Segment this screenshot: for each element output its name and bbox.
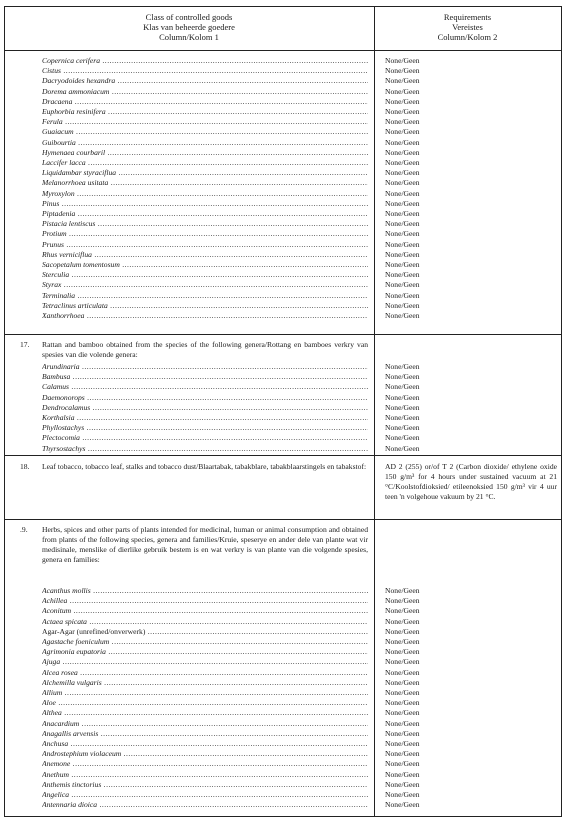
column-1-header — [4, 12, 374, 42]
species-name: Tetraclinus articulata ..... — [42, 301, 368, 311]
requirement-value: None/Geen — [385, 616, 420, 626]
species-name: Arundinaria ..... — [42, 362, 368, 372]
species-name: Allium ..... — [42, 688, 368, 698]
species-name: Anchusa ..... — [42, 739, 368, 749]
section-19-row — [0, 596, 566, 606]
species-name: Bambusa ..... — [42, 372, 368, 382]
species-name: Anacardium ..... — [42, 719, 368, 729]
species-name: Ajuga ..... — [42, 657, 368, 667]
section-17-row — [0, 372, 566, 382]
requirement-value: None/Geen — [385, 626, 420, 636]
species-name: Antennaria dioica ..... — [42, 800, 368, 810]
requirement-value: None/Geen — [385, 688, 420, 697]
species-name: Dorema ammoniacum ..... — [42, 87, 368, 97]
species-name: Sterculia ..... — [42, 270, 368, 280]
section-divider-18 — [4, 455, 562, 456]
section-17-row — [0, 362, 566, 372]
section-19-row — [0, 647, 566, 657]
species-name: Terminalia ..... — [42, 291, 368, 301]
section-19-row — [0, 617, 566, 627]
species-name: Actaea spicata ..... — [42, 617, 368, 627]
species-name: Styrax ..... — [42, 280, 368, 290]
requirement-value: None/Geen — [385, 586, 420, 595]
species-name: Guibourtia ..... — [42, 138, 368, 148]
species-name: Piptadenia ..... — [42, 209, 368, 219]
requirement-value: None/Geen — [385, 382, 420, 392]
species-name: Anagallis arvensis ..... — [42, 729, 368, 739]
species-name: Melanorrhoea usitata ..... — [42, 178, 368, 188]
requirement-value: None/Geen — [385, 66, 420, 76]
section-17-row — [0, 444, 566, 454]
section-16-row — [0, 56, 566, 66]
species-name: Anthemis tinctorius ..... — [42, 780, 368, 790]
species-name: Calamus ..... — [42, 382, 368, 392]
species-name: Achillea ..... — [42, 596, 368, 606]
species-name: Euphorbia resinifera ..... — [42, 107, 368, 117]
section-divider-19 — [4, 519, 562, 520]
species-name: Liquidambar styraciflua ..... — [42, 168, 368, 178]
requirement-value: None/Geen — [385, 769, 420, 779]
section-16-row — [0, 209, 566, 219]
top-border — [4, 6, 562, 7]
species-name: Alcea rosea ..... — [42, 668, 368, 678]
section-16-row — [0, 168, 566, 178]
section-divider-17 — [4, 334, 562, 335]
requirement-value: None/Geen — [385, 698, 420, 708]
requirement-value: None/Geen — [385, 311, 420, 320]
section-16-row — [0, 199, 566, 209]
requirement-value: None/Geen — [385, 739, 420, 748]
section-16-row — [0, 138, 566, 148]
requirement-value: None/Geen — [385, 647, 420, 657]
section-19-row — [0, 627, 566, 637]
section-19-row — [0, 678, 566, 688]
requirement-value: None/Geen — [385, 76, 420, 86]
species-name: Protium ..... — [42, 229, 368, 239]
requirement-value: None/Geen — [385, 300, 420, 310]
species-name: Agastache foeniculum ..... — [42, 637, 368, 647]
requirement-value: None/Geen — [385, 657, 420, 667]
requirement-value: None/Geen — [385, 270, 420, 280]
species-name: Hymenaea courbaril ..... — [42, 148, 368, 158]
species-name: Pistacia lentiscus ..... — [42, 219, 368, 229]
requirement-value: None/Geen — [385, 117, 420, 127]
section-16-row — [0, 158, 566, 168]
column-2-title-af: Vereistes — [452, 22, 483, 32]
section-19-row — [0, 729, 566, 739]
species-name: Rhus verniciflua ..... — [42, 250, 368, 260]
requirement-value: None/Geen — [385, 107, 420, 116]
section-16-row — [0, 291, 566, 301]
requirement-value: None/Geen — [385, 219, 420, 229]
section-19-description: Herbs, spices and other parts of plants intended for medicinal, human or animal consumption and obtained from plants of the following species, genera and families/Kruie, speserye en ander dele van plante wat vir medisinale, menslike of dierlike gebruik bestem is en wat verkry is van plante van die volgende spesies, genera en families: — [42, 525, 368, 564]
species-name: Agrimonia eupatoria ..... — [42, 647, 368, 657]
section-19-row — [0, 637, 566, 647]
section-19-number: .9. — [20, 525, 28, 534]
species-name: Althea ..... — [42, 708, 368, 718]
requirement-value: None/Geen — [385, 209, 420, 218]
section-19-row — [0, 749, 566, 759]
section-16-row — [0, 219, 566, 229]
requirement-value: None/Geen — [385, 168, 420, 178]
species-name: Alchemilla vulgaris ..... — [42, 678, 368, 688]
species-name: Aloe ..... — [42, 698, 368, 708]
requirement-value: None/Geen — [385, 392, 420, 402]
section-19-row — [0, 800, 566, 810]
column-1-number: Column/Kolom 1 — [159, 32, 219, 42]
requirement-value: None/Geen — [385, 728, 420, 738]
species-name: Myroxylon ..... — [42, 189, 368, 199]
section-16-row — [0, 189, 566, 199]
requirement-value: None/Geen — [385, 708, 420, 718]
species-name: Dendrocalamus ..... — [42, 403, 368, 413]
column-1-title-af: Klas van beheerde goedere — [143, 22, 235, 32]
requirement-value: None/Geen — [385, 96, 420, 106]
section-16-row — [0, 229, 566, 239]
requirement-value: None/Geen — [385, 372, 420, 382]
requirement-value: None/Geen — [385, 423, 420, 433]
species-name: Prunus ..... — [42, 240, 368, 250]
requirement-value: None/Geen — [385, 402, 420, 412]
requirement-value: None/Geen — [385, 790, 420, 799]
requirement-value: None/Geen — [385, 413, 420, 422]
section-16-row — [0, 270, 566, 280]
requirement-value: None/Geen — [385, 260, 420, 269]
species-name: Xanthorrhoea ..... — [42, 311, 368, 321]
section-17-row — [0, 413, 566, 423]
requirement-value: None/Geen — [385, 86, 420, 96]
section-19-row — [0, 719, 566, 729]
requirement-value: None/Geen — [385, 433, 420, 443]
requirement-value: None/Geen — [385, 280, 420, 290]
header-divider — [4, 50, 562, 51]
section-19-row — [0, 790, 566, 800]
species-name: Ferula ..... — [42, 117, 368, 127]
requirement-value: None/Geen — [385, 443, 420, 453]
section-19-row — [0, 688, 566, 698]
species-name: Daemonorops ..... — [42, 393, 368, 403]
requirement-value: None/Geen — [385, 229, 420, 239]
section-16-row — [0, 117, 566, 127]
section-18-requirement: AD 2 (255) or/of T 2 (Carbon dioxide/ ethylene oxide 150 g/m³ for 4 hours under sustained vacuum at 21 °C/Koolstofdioksied/ etileenoksied 150 g/m³ vir 4 uur teen 'n volgehoue vakuum by 21 °C. — [385, 462, 557, 501]
requirement-value: None/Geen — [385, 596, 420, 606]
section-16-row — [0, 87, 566, 97]
requirement-value: None/Geen — [385, 147, 420, 157]
species-name: Korthalsia ..... — [42, 413, 368, 423]
requirement-value: None/Geen — [385, 779, 420, 789]
requirement-value: None/Geen — [385, 718, 420, 728]
section-19-row — [0, 759, 566, 769]
section-17-row — [0, 382, 566, 392]
section-17-row — [0, 403, 566, 413]
section-18-number: 18. — [20, 462, 30, 471]
requirement-value: None/Geen — [385, 677, 420, 687]
requirement-value: None/Geen — [385, 198, 420, 208]
section-16-row — [0, 260, 566, 270]
requirement-value: None/Geen — [385, 606, 420, 616]
requirement-value: None/Geen — [385, 137, 420, 147]
requirement-value: None/Geen — [385, 178, 420, 188]
section-16-row — [0, 97, 566, 107]
requirement-value: None/Geen — [385, 158, 420, 167]
species-name: Agar-Agar (unrefined/onverwerk) ..... — [42, 627, 368, 637]
section-16-row — [0, 240, 566, 250]
species-name: Laccifer lacca ..... — [42, 158, 368, 168]
column-2-header — [374, 12, 561, 42]
section-19-row — [0, 739, 566, 749]
section-16-row — [0, 107, 566, 117]
requirement-value: None/Geen — [385, 249, 420, 259]
species-name: Anethum ..... — [42, 770, 368, 780]
species-name: Acanthus mollis ..... — [42, 586, 368, 596]
species-name: Aconitum ..... — [42, 606, 368, 616]
species-name: Anemone ..... — [42, 759, 368, 769]
section-17-description: Rattan and bamboo obtained from the species of the following genera/Rottang en bamboes verkry van spesies van die volende genera: — [42, 340, 368, 359]
section-17-row — [0, 423, 566, 433]
requirement-value: None/Geen — [385, 637, 420, 646]
section-16-row — [0, 127, 566, 137]
species-name: Guaiacum ..... — [42, 127, 368, 137]
requirement-value: None/Geen — [385, 667, 420, 677]
section-17-row — [0, 433, 566, 443]
requirement-value: None/Geen — [385, 800, 420, 810]
requirement-value: None/Geen — [385, 127, 420, 137]
section-19-row — [0, 698, 566, 708]
section-16-row — [0, 76, 566, 86]
species-name: Sacopetalum tomentosum ..... — [42, 260, 368, 270]
species-name: Plectocomia ..... — [42, 433, 368, 443]
section-16-row — [0, 250, 566, 260]
section-16-row — [0, 66, 566, 76]
requirement-value: None/Geen — [385, 56, 420, 65]
species-name: Thyrsostachys ..... — [42, 444, 368, 454]
section-18-description: Leaf tobacco, tobacco leaf, stalks and tobacco dust/Blaartabak, tabakblare, tabakblaarstingels en tabakstof: — [42, 462, 367, 471]
species-name: Dacryodoides hexandra ..... — [42, 76, 368, 86]
section-19-row — [0, 668, 566, 678]
requirement-value: None/Geen — [385, 239, 420, 249]
species-name: Dracaena ..... — [42, 97, 368, 107]
column-2-title: Requirements — [443, 12, 492, 22]
section-16-row — [0, 280, 566, 290]
section-19-row — [0, 770, 566, 780]
species-name: Copernica cerifera ..... — [42, 56, 368, 66]
species-name: Pinus ..... — [42, 199, 368, 209]
requirement-value: None/Geen — [385, 362, 420, 371]
section-19-row — [0, 657, 566, 667]
section-19-row — [0, 708, 566, 718]
column-2-number: Column/Kolom 2 — [437, 32, 498, 42]
requirement-value: None/Geen — [385, 759, 420, 769]
section-16-row — [0, 148, 566, 158]
column-1-title: Class of controlled goods — [145, 12, 233, 22]
section-16-row — [0, 311, 566, 321]
section-17-row — [0, 393, 566, 403]
section-16-row — [0, 301, 566, 311]
requirement-value: None/Geen — [385, 290, 420, 300]
section-16-row — [0, 178, 566, 188]
section-19-row — [0, 780, 566, 790]
species-name: Angelica ..... — [42, 790, 368, 800]
requirement-value: None/Geen — [385, 749, 420, 759]
bottom-border — [4, 816, 562, 817]
section-19-row — [0, 586, 566, 596]
species-name: Phyllostachys ..... — [42, 423, 368, 433]
species-name: Cistus ..... — [42, 66, 368, 76]
requirement-value: None/Geen — [385, 188, 420, 198]
section-17-number: 17. — [20, 340, 30, 349]
section-19-row — [0, 606, 566, 616]
species-name: Androstephium violaceum ..... — [42, 749, 368, 759]
